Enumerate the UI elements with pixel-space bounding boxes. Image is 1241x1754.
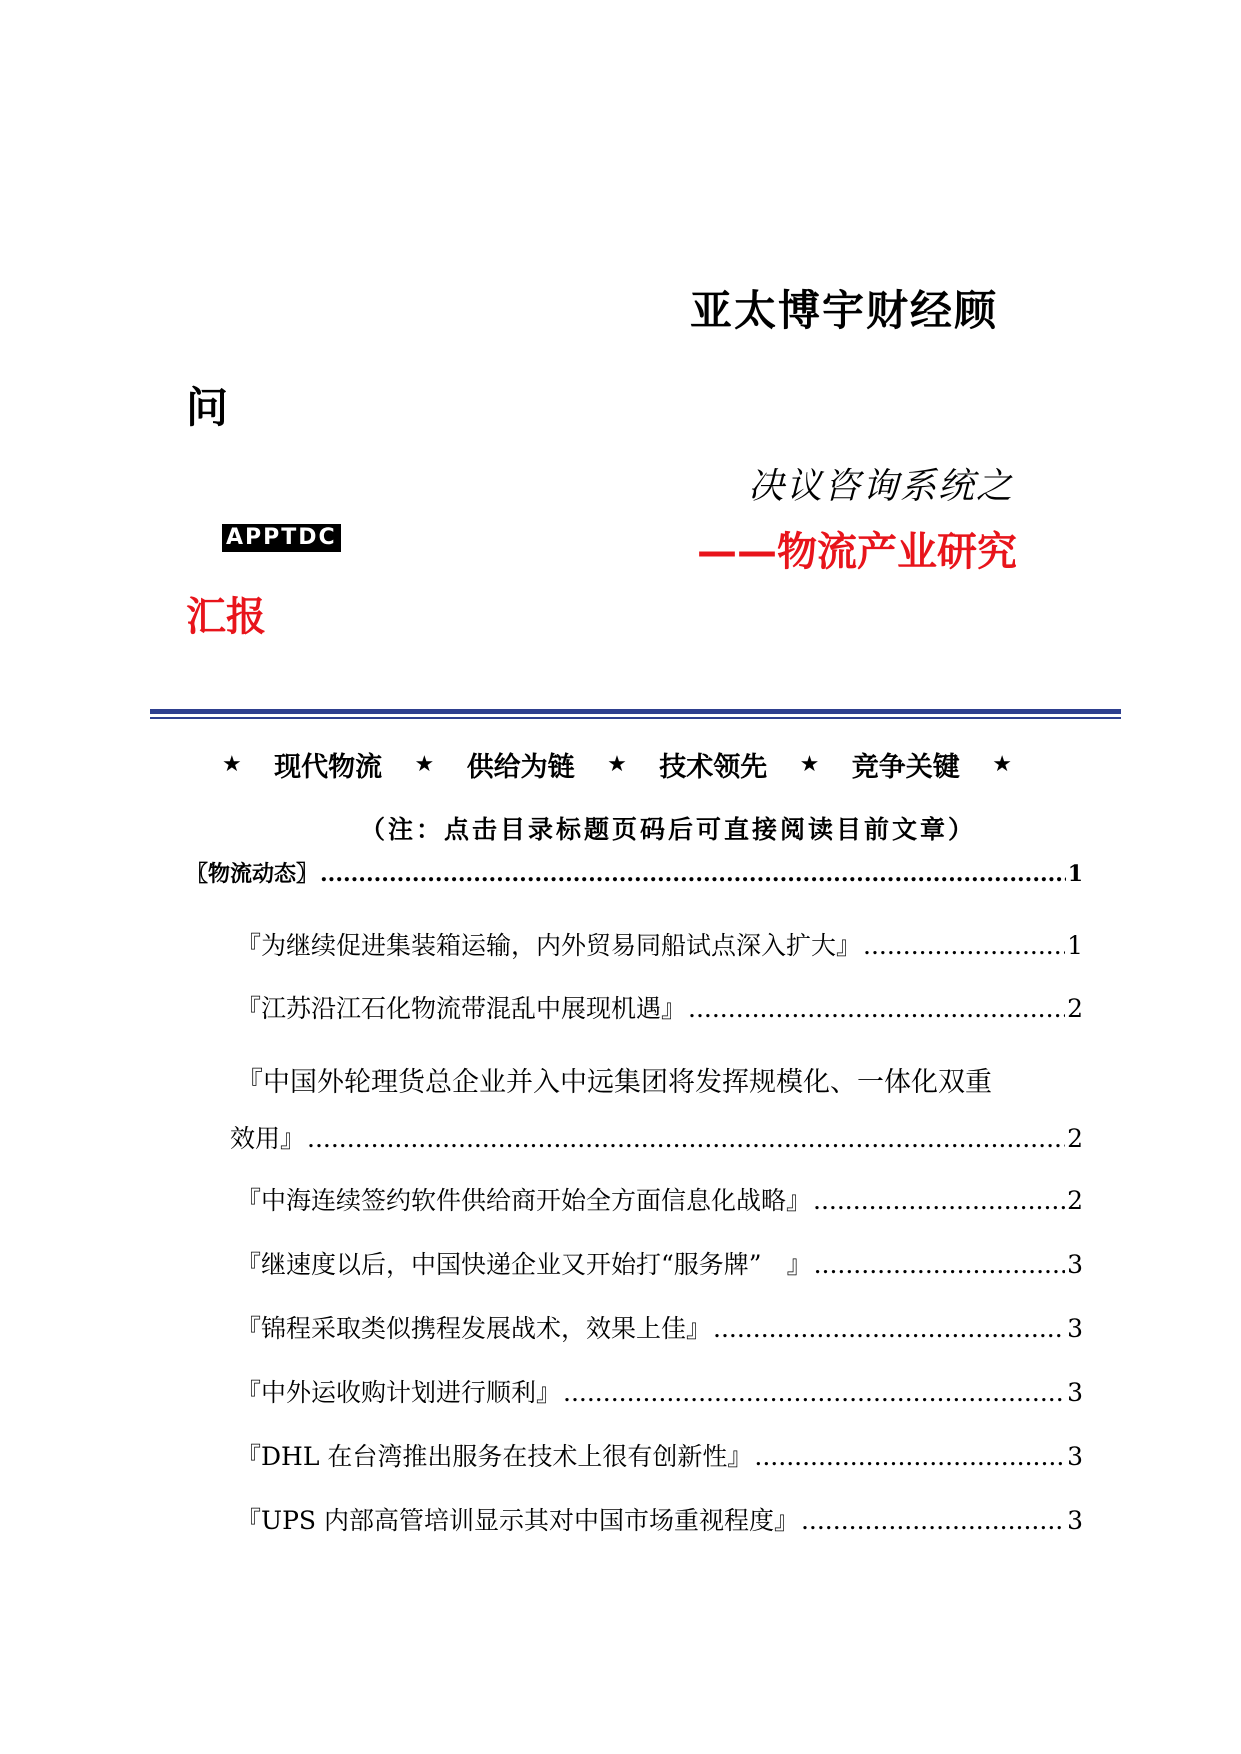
toc-note: （注：点击目录标题页码后可直接阅读目前文章） [360,815,977,844]
star-icon: ★ [414,752,435,777]
slogan-3: 技术领先 [659,752,768,783]
toc-item-label: 『中外运收购计划进行顺利』 [236,1378,562,1407]
toc-section-logistics[interactable] [186,858,1083,890]
apptdc-badge: APPTDC [222,524,341,552]
toc-page-number[interactable]: 2 [1067,1124,1083,1153]
toc-page-number[interactable]: 3 [1067,1250,1083,1279]
company-title-line1: 亚太博宇财经顾 [690,286,999,335]
toc-item-label: 『江苏沿江石化物流带混乱中展现机遇』 [236,994,687,1023]
toc-item[interactable] [236,1185,1083,1217]
company-title-line2: 问 [186,383,229,432]
toc-item[interactable] [236,930,1083,962]
star-icon: ★ [992,752,1012,777]
toc-item-label: 『DHL 在台湾推出服务在技术上很有创新性』 [236,1442,753,1471]
toc-page-number[interactable]: 3 [1067,1506,1083,1535]
toc-page-number[interactable]: 2 [1067,1186,1083,1215]
slogan-1: 现代物流 [274,752,383,783]
toc-item[interactable] [236,1441,1083,1473]
toc-page-number[interactable]: 1 [1067,931,1083,960]
slogan-bar [222,745,1012,784]
report-title-line2: 汇报 [186,594,266,640]
star-icon: ★ [799,752,820,777]
toc-item-label-line2: 效用』 [230,1124,306,1153]
divider-thick [150,709,1121,714]
toc-item[interactable] [236,1377,1083,1409]
toc-section-label: 〖物流动态〗 [186,861,319,887]
toc-page-number[interactable]: 3 [1067,1378,1083,1407]
report-title-line1: ——物流产业研究 [697,529,1017,575]
system-subtitle: 决议咨询系统之 [748,466,1015,507]
toc-item-label: 『中海连续签约软件供给商开始全方面信息化战略』 [236,1186,812,1215]
toc-page-number[interactable]: 3 [1067,1314,1083,1343]
divider-thin [150,717,1121,719]
toc-page-number[interactable]: 2 [1067,994,1083,1023]
toc-page-number[interactable]: 3 [1067,1442,1083,1471]
slogan-2: 供给为链 [466,752,575,783]
slogan-4: 竞争关键 [851,752,960,783]
toc-item[interactable] [230,1123,1083,1155]
toc-item[interactable] [236,1249,1083,1281]
toc-item[interactable] [236,993,1083,1025]
star-icon: ★ [222,752,242,777]
toc-item-label: 『UPS 内部高管培训显示其对中国市场重视程度』 [236,1506,799,1535]
toc-page-number[interactable]: 1 [1067,861,1083,887]
toc-item[interactable] [236,1505,1083,1537]
star-icon: ★ [607,752,627,777]
toc-item-label-line1[interactable]: 『中国外轮理货总企业并入中远集团将发挥规模化、一体化双重 [236,1067,992,1098]
toc-item-label: 『为继续促进集装箱运输，内外贸易同船试点深入扩大』 [236,931,862,960]
toc-item[interactable] [236,1313,1083,1345]
toc-item-label: 『锦程采取类似携程发展战术，效果上佳』 [236,1314,712,1343]
toc-item-label: 『继速度以后，中国快递企业又开始打“服务牌” 』 [236,1250,812,1279]
